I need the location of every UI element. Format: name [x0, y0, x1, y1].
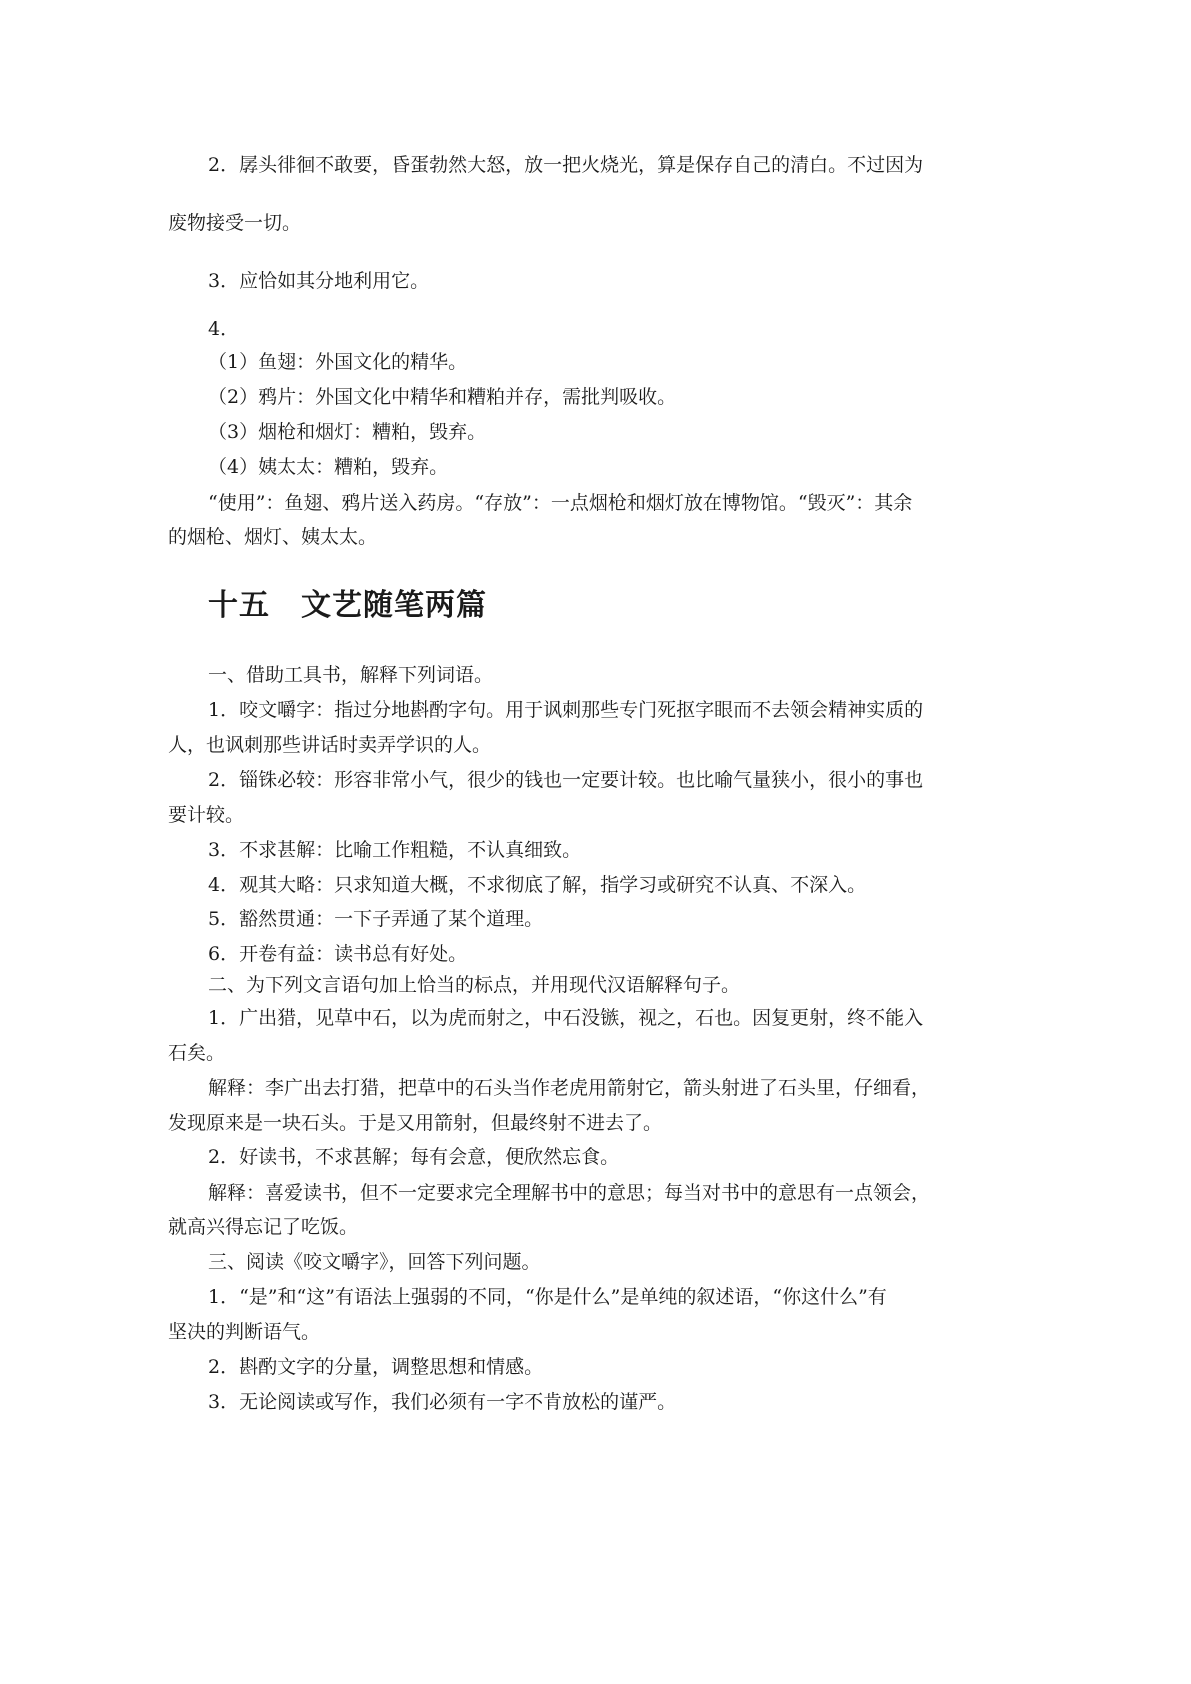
part-2-line-5: 2．好读书，不求甚解；每有会意，便欣然忘食。 [208, 1146, 620, 1168]
part-2-line-1: 1．广出猎，见草中石，以为虎而射之，中石没镞，视之，石也。因复更射，终不能入 [208, 1007, 924, 1029]
part-2-line-4: 发现原来是一块石头。于是又用箭射，但最终射不进去了。 [168, 1112, 663, 1134]
part-1-line-7: 5．豁然贯通：一下子弄通了某个道理。 [208, 908, 544, 930]
answer-4-item-1: （1）鱼翅：外国文化的精华。 [208, 351, 468, 373]
part-1-line-5: 3．不求甚解：比喻工作粗糙，不认真细致。 [208, 839, 582, 861]
answer-4-summary-line-2: 的烟枪、烟灯、姨太太。 [168, 526, 378, 548]
part-3-line-3: 2．斟酌文字的分量，调整思想和情感。 [208, 1356, 544, 1378]
part-1-line-6: 4．观其大略：只求知道大概，不求彻底了解，指学习或研究不认真、不深入。 [208, 874, 867, 896]
part-2-line-7: 就高兴得忘记了吃饭。 [168, 1216, 359, 1238]
part-3-line-2: 坚决的判断语气。 [168, 1321, 321, 1343]
part-1-line-3: 2．锱铢必较：形容非常小气，很少的钱也一定要计较。也比喻气量狭小，很小的事也 [208, 769, 924, 791]
part-3-line-1: 1．“是”和“这”有语法上强弱的不同，“你是什么”是单纯的叙述语，“你这什么”有 [208, 1286, 887, 1308]
part-3-heading: 三、阅读《咬文嚼字》，回答下列问题。 [208, 1251, 541, 1273]
part-1-line-8: 6．开卷有益：读书总有好处。 [208, 943, 468, 965]
answer-4-item-3: （3）烟枪和烟灯：糟粕，毁弃。 [208, 421, 487, 443]
answer-4-summary-line-1: “使用”：鱼翅、鸦片送入药房。“存放”：一点烟枪和烟灯放在博物馆。“毁灭”：其余 [208, 492, 913, 514]
answer-4-label: 4． [208, 318, 240, 340]
part-1-heading: 一、借助工具书，解释下列词语。 [208, 664, 494, 686]
answer-3: 3．应恰如其分地利用它。 [208, 270, 430, 292]
part-1-line-1: 1．咬文嚼字：指过分地斟酌字句。用于讽刺那些专门死抠字眼而不去领会精神实质的 [208, 699, 924, 721]
answer-4-item-2: （2）鸦片：外国文化中精华和糟粕并存，需批判吸收。 [208, 386, 677, 408]
answer-2-line-2: 废物接受一切。 [168, 212, 302, 234]
part-1-line-4: 要计较。 [168, 804, 245, 826]
part-3-line-4: 3．无论阅读或写作，我们必须有一字不肯放松的谨严。 [208, 1391, 677, 1413]
answer-2-line-1: 2．孱头徘徊不敢要，昏蛋勃然大怒，放一把火烧光，算是保存自己的清白。不过因为 [208, 154, 924, 176]
answer-4-item-4: （4）姨太太：糟粕，毁弃。 [208, 456, 449, 478]
section-title: 十五 文艺随笔两篇 [208, 588, 487, 623]
part-1-line-2: 人，也讽刺那些讲话时卖弄学识的人。 [168, 734, 492, 756]
part-2-line-6: 解释：喜爱读书，但不一定要求完全理解书中的意思；每当对书中的意思有一点领会， [208, 1182, 931, 1204]
part-2-heading: 二、为下列文言语句加上恰当的标点，并用现代汉语解释句子。 [208, 974, 741, 996]
part-2-line-3: 解释：李广出去打猎，把草中的石头当作老虎用箭射它，箭头射进了石头里，仔细看， [208, 1077, 931, 1099]
part-2-line-2: 石矣。 [168, 1042, 226, 1064]
